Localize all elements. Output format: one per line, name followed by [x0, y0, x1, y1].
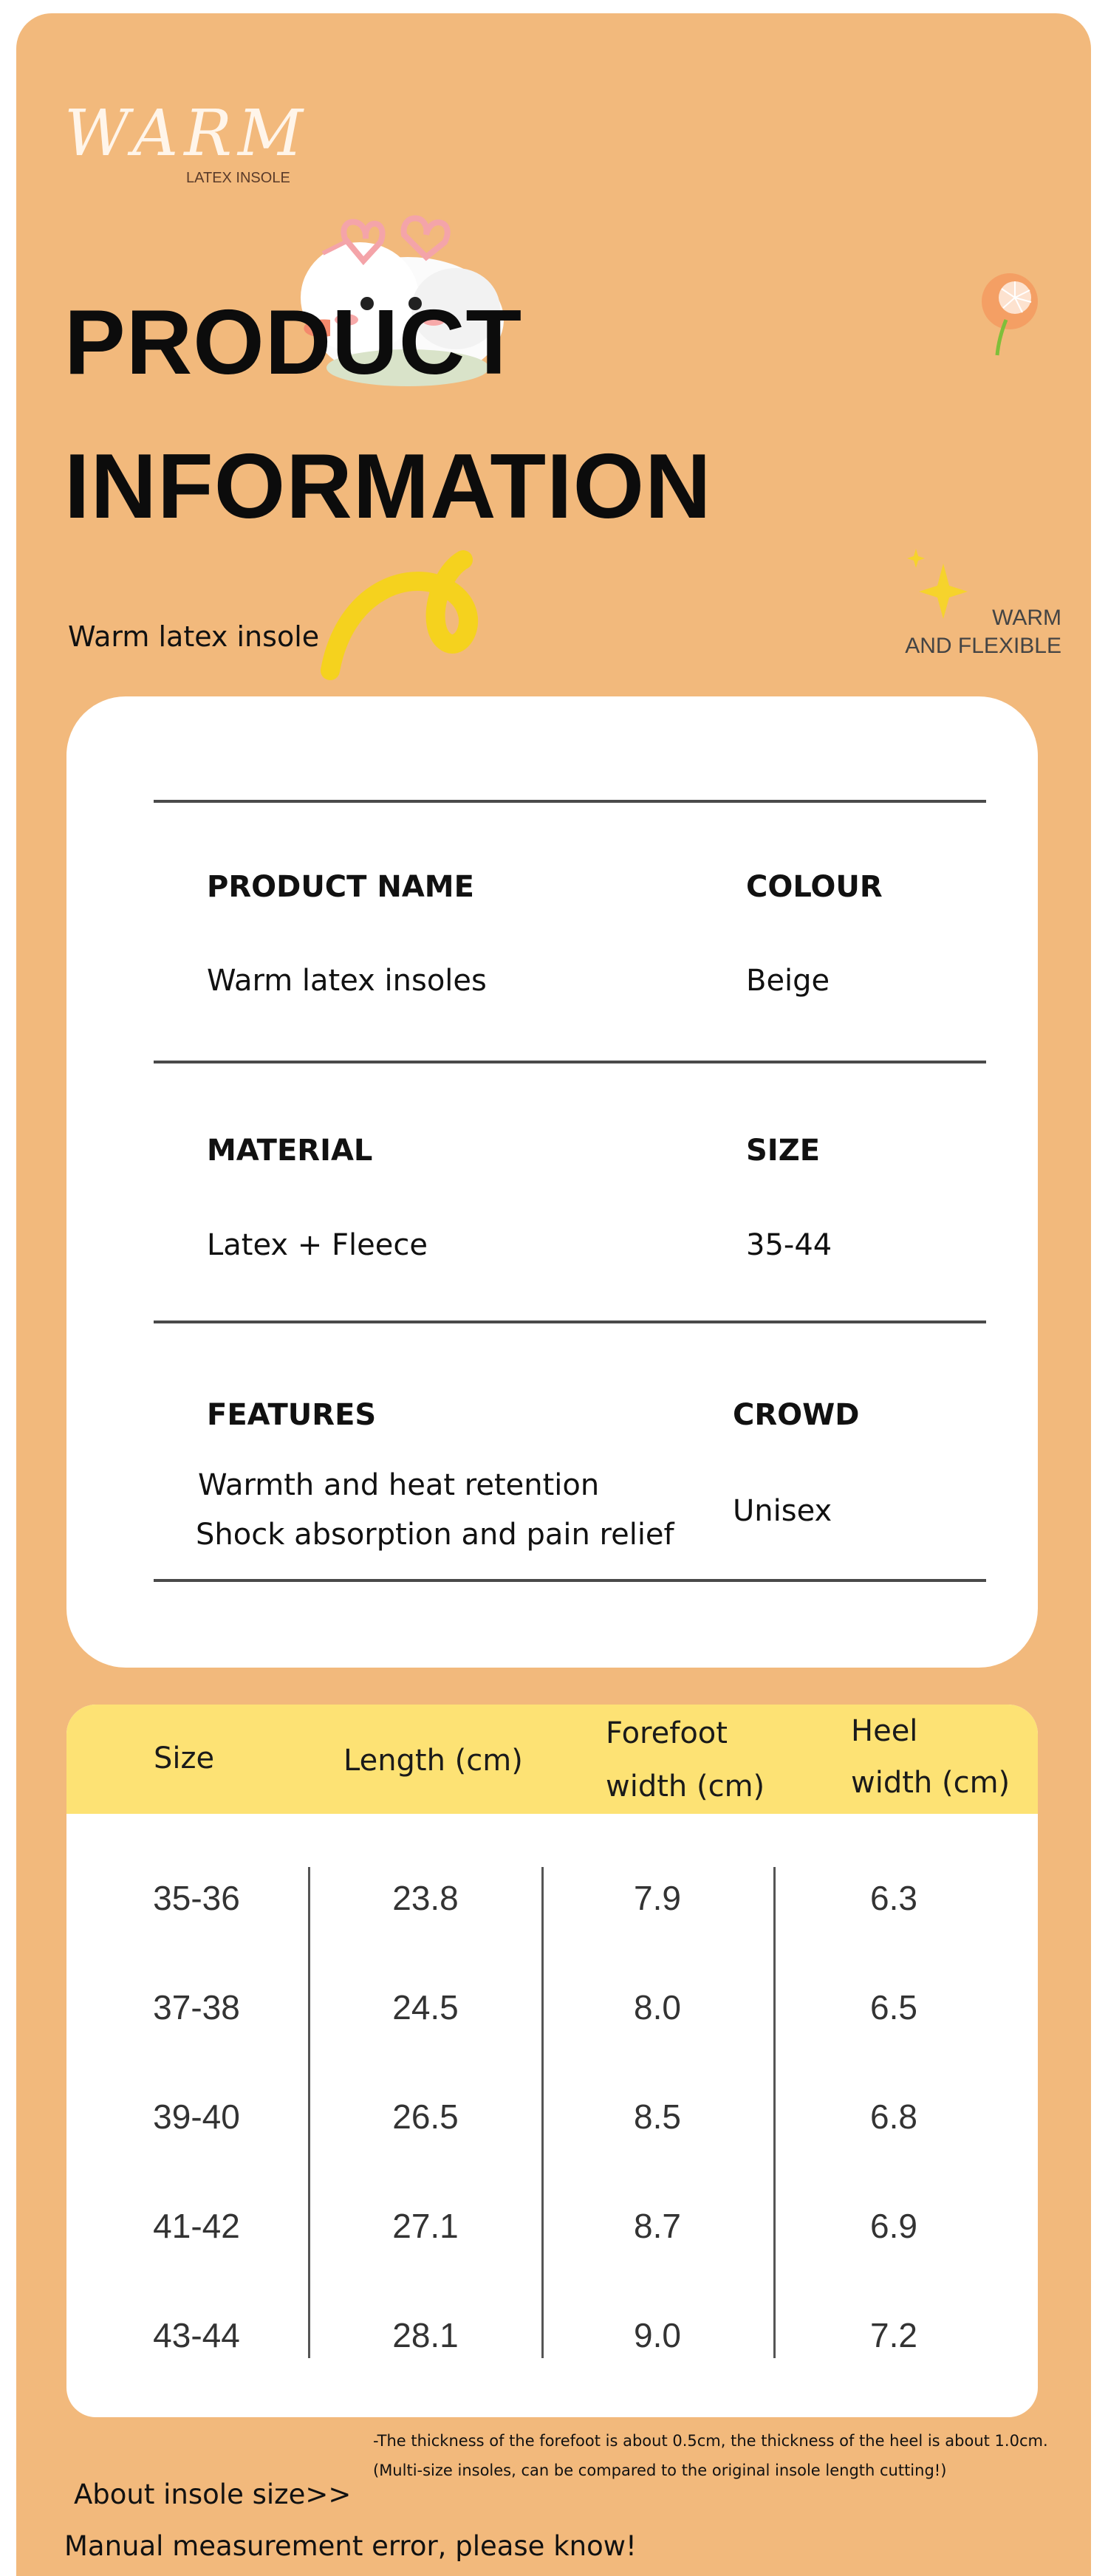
page-background: [16, 13, 1091, 2576]
divider: [154, 1061, 986, 1063]
header-length: Length (cm): [343, 1744, 523, 1778]
crowd-value: Unisex: [733, 1494, 832, 1528]
colour-value: Beige: [746, 964, 830, 998]
cell-length: 24.5: [392, 1988, 459, 2027]
size-value: 35-44: [746, 1228, 832, 1262]
divider: [154, 800, 986, 803]
cell-size: 39-40: [153, 2097, 240, 2136]
yellow-squiggle-decoration: [315, 545, 507, 685]
cell-forefoot: 7.9: [634, 1879, 681, 1917]
cell-size: 37-38: [153, 1988, 240, 2027]
tagline-line-2: AND FLEXIBLE: [905, 634, 1061, 658]
about-insole-size-link[interactable]: About insole size>>: [74, 2479, 352, 2510]
header-forefoot-line-2: width (cm): [606, 1770, 765, 1803]
features-value-line-2: Shock absorption and pain relief: [196, 1518, 674, 1552]
product-info-card: [66, 696, 1038, 1668]
divider: [154, 1579, 986, 1582]
logo-subtext: LATEX INSOLE: [186, 170, 290, 186]
cell-forefoot: 8.0: [634, 1988, 681, 2027]
cell-heel: 6.9: [870, 2207, 917, 2245]
size-chart-table: [66, 1705, 1038, 2417]
cutting-note: (Multi-size insoles, can be compared to the original insole length cutting!): [373, 2462, 947, 2479]
header-forefoot-line-1: Forefoot: [606, 1716, 728, 1750]
thickness-note: -The thickness of the forefoot is about 0.5cm, the thickness of the heel is about 1.0cm.: [373, 2432, 1048, 2450]
cell-size: 41-42: [153, 2207, 240, 2245]
column-divider: [308, 1867, 310, 2358]
product-subtitle: Warm latex insole: [68, 620, 320, 653]
features-value-line-1: Warmth and heat retention: [198, 1468, 600, 1502]
brand-logo: [64, 97, 310, 186]
tagline: [905, 604, 1061, 660]
tagline-line-1: WARM: [992, 606, 1061, 630]
size-label: SIZE: [746, 1134, 821, 1168]
cell-length: 23.8: [392, 1879, 459, 1917]
header-size: Size: [154, 1741, 215, 1775]
product-name-label: PRODUCT NAME: [207, 870, 474, 904]
cell-heel: 6.8: [870, 2097, 917, 2136]
header-heel-line-1: Heel: [851, 1714, 918, 1748]
colour-label: COLOUR: [746, 870, 883, 904]
column-divider: [773, 1867, 776, 2358]
material-value: Latex + Fleece: [207, 1228, 428, 1262]
cell-heel: 6.5: [870, 1988, 917, 2027]
cell-forefoot: 8.7: [634, 2207, 681, 2245]
cell-forefoot: 9.0: [634, 2316, 681, 2354]
material-label: MATERIAL: [207, 1134, 373, 1168]
size-table-header: [66, 1705, 1038, 1814]
divider: [154, 1320, 986, 1323]
cell-length: 26.5: [392, 2097, 459, 2136]
cell-size: 35-36: [153, 1879, 240, 1917]
cell-length: 28.1: [392, 2316, 459, 2354]
features-label: FEATURES: [207, 1398, 377, 1432]
page-title-line-1: PRODUCT: [64, 292, 523, 394]
dandelion-icon: [969, 268, 1050, 357]
cell-heel: 7.2: [870, 2316, 917, 2354]
cell-length: 27.1: [392, 2207, 459, 2245]
logo-word: WARM: [64, 97, 310, 171]
column-divider: [541, 1867, 544, 2358]
cell-forefoot: 8.5: [634, 2097, 681, 2136]
page-title-line-2: INFORMATION: [64, 436, 712, 538]
crowd-label: CROWD: [733, 1398, 860, 1432]
header-heel-line-2: width (cm): [851, 1766, 1010, 1800]
cell-size: 43-44: [153, 2316, 240, 2354]
measurement-error-notice: Manual measurement error, please know!: [64, 2530, 637, 2562]
product-name-value: Warm latex insoles: [207, 964, 487, 998]
cell-heel: 6.3: [870, 1879, 917, 1917]
